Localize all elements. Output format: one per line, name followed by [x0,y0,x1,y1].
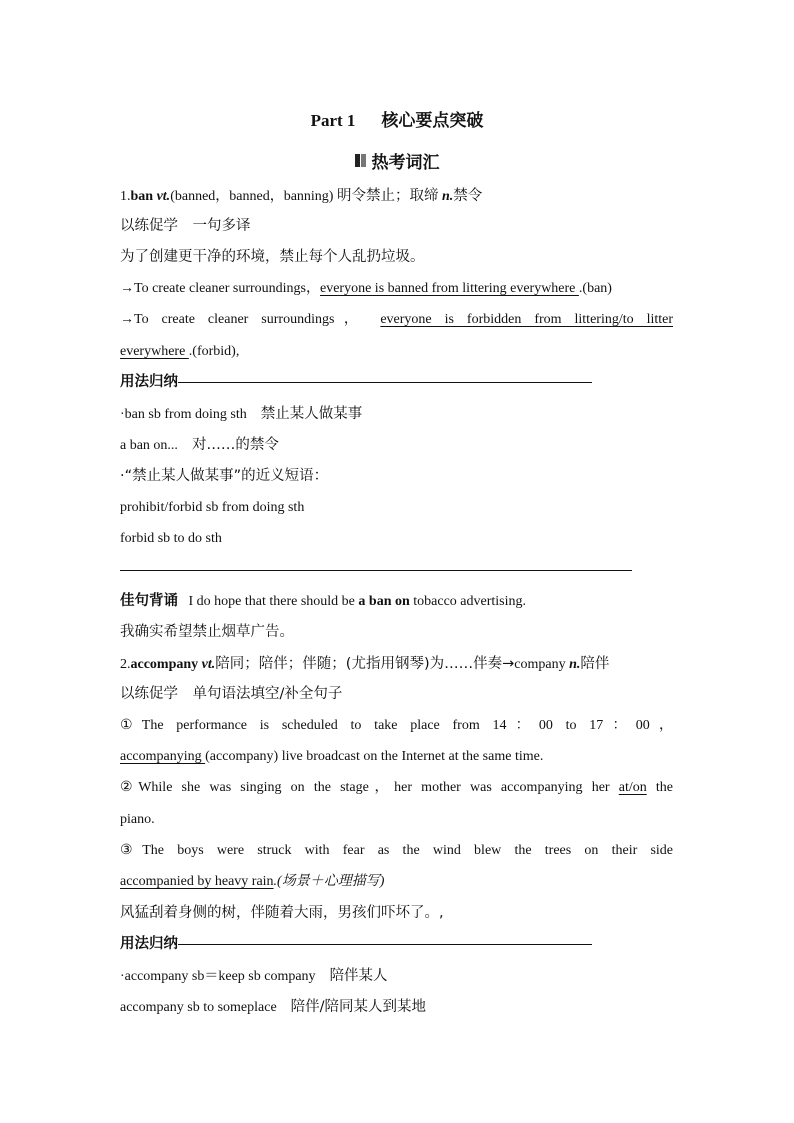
section-heading [0,148,794,173]
usage-item: forbid sb to do sth [120,531,222,546]
practice-heading: 以练促学 单句语法填空/补全句子 [120,686,343,702]
example-sentence: 佳句背诵 I do hope that there should be a ban on tobacco advertising. [120,593,527,609]
translation-1: →To create cleaner surroundings，everyone is banned from littering everywhere .(ban) [120,281,612,296]
entry-ban-heading: 1.ban vt.(banned，banned，banning) 明令禁止；取缔 n.禁令 [120,188,483,204]
section-marker-icon [355,154,366,167]
usage-item: ·ban sb from doing sth 禁止某人做某事 [120,406,363,422]
section-title: 热考词汇 [371,153,440,173]
usage-item: a ban on... 对……的禁令 [120,437,279,453]
question-2: ②While she was singing on the stage，her mother was accompanying her at/on the [120,780,673,795]
usage-item: ·accompany sb＝keep sb company 陪伴某人 [120,968,388,984]
heading-rule [178,944,592,945]
entry-accompany-heading: 2.accompany vt.陪同；陪伴；伴随；(尤指用钢琴)为……伴奏→company n.陪伴 [120,656,610,672]
answer-blank: accompanied by heavy rain [120,874,274,889]
question-1: ①The performance is scheduled to take place from 14：00 to 17：00， [120,718,673,733]
headword-accompany: accompany [130,657,199,672]
usage-item: ·“禁止某人做某事”的近义短语： [120,468,329,484]
heading-rule [178,382,592,383]
translation-2: →To create cleaner surroundings， everyone is forbidden from littering/to litter [120,312,674,327]
translation-2-cont: everywhere .(forbid), [120,344,240,359]
example-translation: 我确实希望禁止烟草广告。 [120,624,294,640]
divider [120,570,632,571]
answer-blank: everyone is forbidden from littering/to litter [380,312,674,327]
practice-heading: 以练促学 一句多译 [120,218,251,234]
chinese-sentence: 为了创建更干净的环境，禁止每个人乱扔垃圾。 [120,249,425,265]
usage-heading: 用法归纳 [120,935,673,954]
answer-blank: everyone is banned from littering everywhere [320,281,579,296]
answer-blank: at/on [618,780,647,795]
answer-blank: accompanying [120,749,206,764]
headword-ban: ban [130,189,154,204]
part-label: Part 1 [310,111,356,130]
question-3-cont: accompanied by heavy rain.(场景＋心理描写) [120,874,385,889]
question-3-translation: 风猛刮着身侧的树，伴随着大雨，男孩们吓坏了。, [120,905,444,921]
question-2-cont: piano. [120,812,155,827]
part-title-zh: 核心要点突破 [381,111,484,131]
answer-blank: everywhere [120,344,189,359]
usage-item: prohibit/forbid sb from doing sth [120,500,305,515]
question-3: ③The boys were struck with fear as the wind blew the trees on their side [120,843,673,858]
page-title [0,106,794,131]
question-1-cont: accompanying (accompany) live broadcast on the Internet at the same time. [120,749,544,764]
usage-item: accompany sb to someplace 陪伴/陪同某人到某地 [120,999,427,1015]
usage-heading: 用法归纳 [120,373,673,392]
